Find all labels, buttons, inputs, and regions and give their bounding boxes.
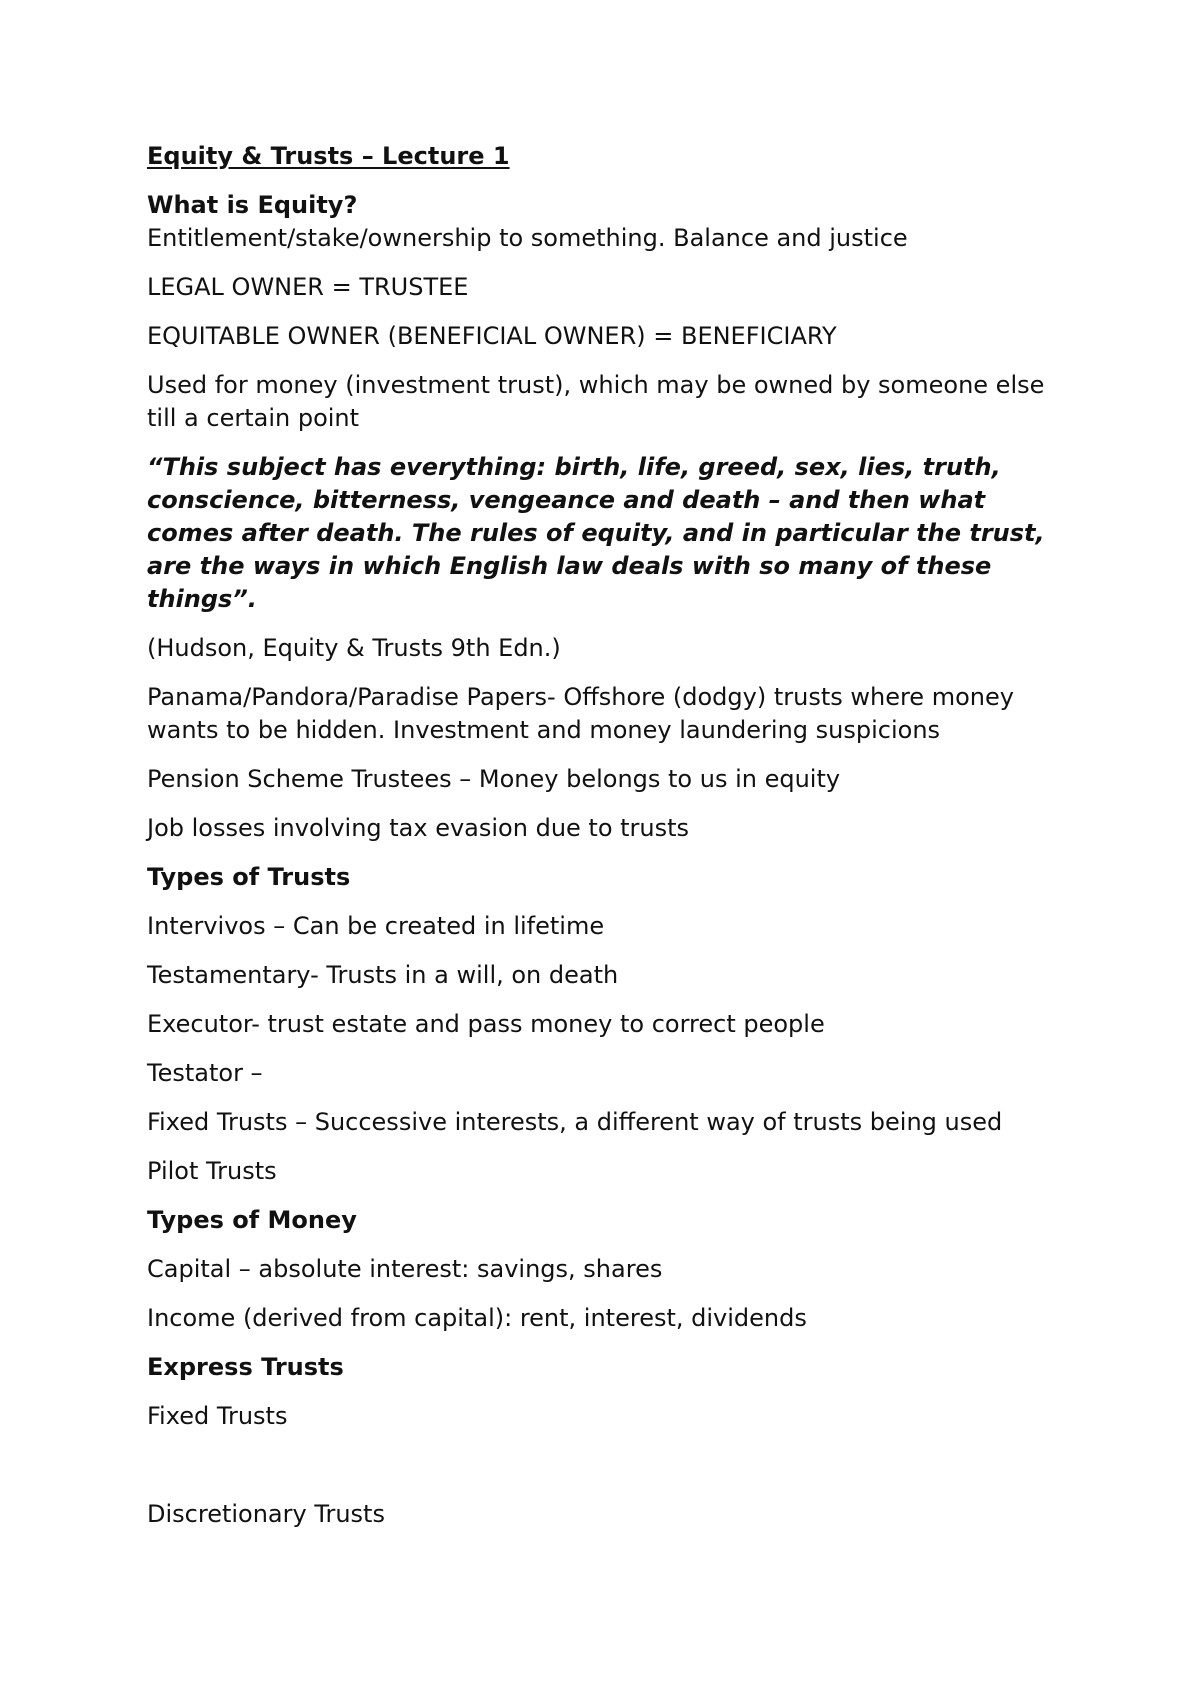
equitable-owner-line: EQUITABLE OWNER (BENEFICIAL OWNER) = BENEFICIARY bbox=[147, 322, 837, 350]
heading-types-of-trusts: Types of Trusts bbox=[147, 863, 351, 891]
document-title: Equity & Trusts – Lecture 1 bbox=[147, 142, 510, 170]
papers-paragraph: Panama/Pandora/Paradise Papers- Offshore (dodgy) trusts where money wants to be hidden. Investment and money laundering suspicions bbox=[147, 683, 1014, 744]
list-item: Executor- trust estate and pass money to correct people bbox=[147, 1010, 825, 1038]
hudson-quote: “This subject has everything: birth, life, greed, sex, lies, truth, conscience, bitterness, vengeance and death – and then what comes after death. The rules of equity, and in particular the trust, are the ways in which English law deals with so many of these things”. bbox=[147, 453, 1045, 613]
heading-what-is-equity: What is Equity? bbox=[147, 191, 358, 219]
heading-express-trusts: Express Trusts bbox=[147, 1353, 344, 1381]
equity-definition: Entitlement/stake/ownership to something. Balance and justice bbox=[147, 224, 908, 252]
list-item: Fixed Trusts – Successive interests, a different way of trusts being used bbox=[147, 1108, 1003, 1136]
used-for-paragraph: Used for money (investment trust), which may be owned by someone else till a certain point bbox=[147, 371, 1045, 432]
legal-owner-line: LEGAL OWNER = TRUSTEE bbox=[147, 273, 469, 301]
list-item: Capital – absolute interest: savings, shares bbox=[147, 1255, 663, 1283]
list-item: Pilot Trusts bbox=[147, 1157, 277, 1185]
list-item: Income (derived from capital): rent, interest, dividends bbox=[147, 1304, 807, 1332]
document-page bbox=[147, 140, 1077, 1531]
quote-citation: (Hudson, Equity & Trusts 9th Edn.) bbox=[147, 634, 561, 662]
heading-types-of-money: Types of Money bbox=[147, 1206, 357, 1234]
list-item: Fixed Trusts bbox=[147, 1402, 288, 1430]
list-item: Intervivos – Can be created in lifetime bbox=[147, 912, 605, 940]
pension-line: Pension Scheme Trustees – Money belongs to us in equity bbox=[147, 765, 841, 793]
list-item: Discretionary Trusts bbox=[147, 1500, 385, 1528]
job-losses-line: Job losses involving tax evasion due to trusts bbox=[147, 814, 690, 842]
list-item: Testator – bbox=[147, 1059, 263, 1087]
list-item: Testamentary- Trusts in a will, on death bbox=[147, 961, 619, 989]
